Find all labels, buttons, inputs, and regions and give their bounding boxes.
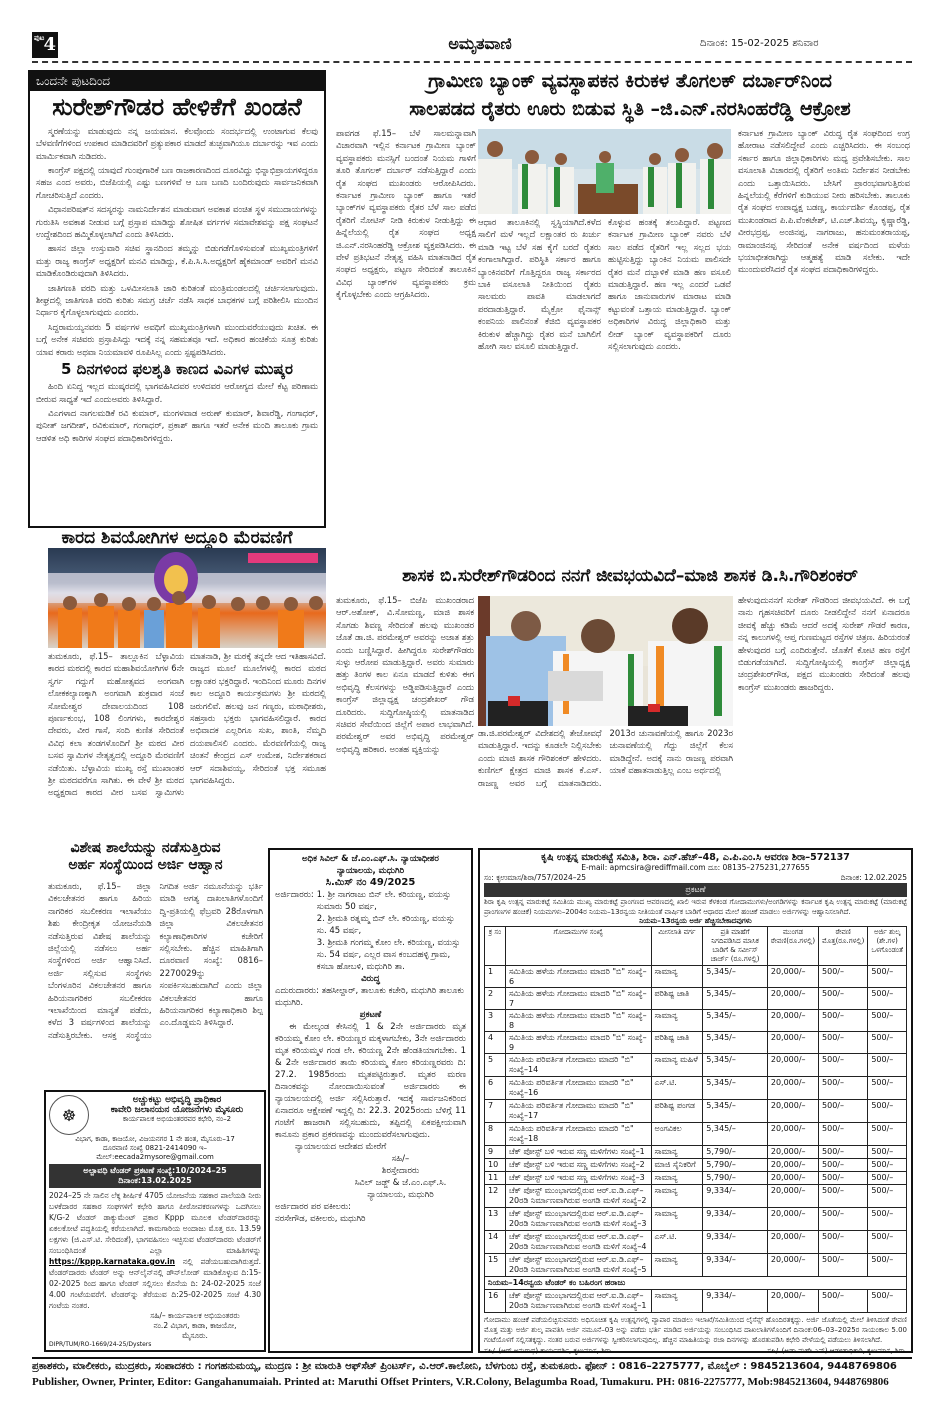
- table-cell-no: 12: [485, 1185, 506, 1208]
- table-cell-no: 4: [485, 1032, 506, 1054]
- table-cell-fee: 500/–: [868, 1010, 907, 1032]
- table-cell-cat: ಸಾಮಾನ್ಯ ಮಹಿಳೆ: [651, 1054, 703, 1077]
- table-cell-no: 2: [485, 988, 506, 1010]
- table-cell-adv: 20,000/–: [767, 1123, 818, 1146]
- table-cell-rent: 5,345/–: [703, 1100, 768, 1123]
- press-meet-photo-art: [478, 596, 733, 726]
- rule14-label: ನಿಯಮ–14ರನ್ವಯ ಟೆಂಡರ್ ಕಂ ಬಹಿರಂಗ ಹರಾಜು: [485, 1277, 907, 1290]
- headline-line: ಅರ್ಹ ಸಂಸ್ಥೆಯಿಂದ ಅರ್ಜಿ ಆಹ್ವಾನ: [68, 856, 223, 873]
- paragraph: ಜಾತಿಗಣತಿ ವರದಿ ಮತ್ತು ಒಳಮೀಸಲಾತಿ ಜಾರಿ ಕುರಿತಂತೆ ಮಂತ್ರಿಮಂಡಲದಲ್ಲಿ ಚರ್ಚಿಸಲಾಗುವುದು. ಶೀಘ್ರದಲ್ಲಿ ಜಾತಿಗಣತಿ ವರದಿ ಕುರಿತು ಸಮಗ್ರ ಚರ್ಚೆ ನಡೆಸಿ ಸಾಧಕ ಬಾಧಕಗಳ ಬಗ್ಗೆ ಪರಿಶೀಲಿಸಿ ಮುಂದಿನ ನಿರ್ಧಾರ ಕೈಗೊಳ್ಳಲಾಗುವುದು ಎಂದರು.: [36, 282, 318, 318]
- table-cell-fee: 500/–: [868, 1254, 907, 1277]
- court-notice-body: ಈ ಮೇಲ್ಕಂಡ ಕೇಸಿನಲ್ಲಿ 1 & 2ನೇ ಅರ್ಜಿದಾರರು ಮೃತ ಕರಿಯಮ್ಮ ಕೋಂ ಲೇ. ಕರಿಯಣ್ಣರ ಮಕ್ಕಳಾಗಬೇಕು, 3ನೇ ಅರ್ಜಿದಾರರು ಮೃತ ಕರಿಯಮ್ಮಳ ಗಂಡ ಲೇ. ಕರಿಯಣ್ಣ 2ನೇ ಹೆಂಡತಿಯಾಗಬೇಕು. 1 & 2ನೇ ಅರ್ಜಿದಾರರ ತಾಯಿ ಕರಿಯಮ್ಮ ಕೋಂ ಕರಿಯಣ್ಣರವರು ದಿ: 27.2. 1985ರಂದು ಮೃತಪಟ್ಟಿರುತ್ತಾರೆ. ಮೃತರ ಮರಣ ದಿನಾಂಕವನ್ನು ನೋಂದಾಯಿಸುವಂತೆ ಅರ್ಜಿದಾರರು ಈ ನ್ಯಾಯಾಲಯದಲ್ಲಿ ಅರ್ಜಿ ಸಲ್ಲಿಸಿರುತ್ತಾರೆ. ಇದಕ್ಕೆ ಸಾರ್ವಜನಿಕರಿಂದ ಏನಾದರೂ ಆಕ್ಷೇಪಣೆ ಇದ್ದಲ್ಲಿ ದಿ: 22.3. 2025ರಂದು ಬೆಳಿಗ್ಗೆ 11 ಗಂಟೆಗೆ ಹಾಜರಾಗಿ ಸಲ್ಲಿಸಬಹುದು, ತಪ್ಪಿದಲ್ಲಿ ಏಕಪಕ್ಷೀಯವಾಗಿ ಕಾನೂನು ಪ್ರಕಾರ ಪ್ರಕರಣವನ್ನು ಮುಂದುವರೆಸಲಾಗುವುದು.: [275, 1022, 466, 1140]
- table-row: [485, 1172, 907, 1185]
- paragraph: ಸಿದ್ದರಾಮಯ್ಯನವರು 5 ವರ್ಷಗಳ ಅವಧಿಗೆ ಮುಖ್ಯಮಂತ್ರಿಗಳಾಗಿ ಮುಂದುವರೆಯುವುದು ಖಚಿತ. ಈ ಬಗ್ಗೆ ಅನೇಕ ಸಚಿವರು ಪ್ರಸ್ತಾಪಿಸಿದ್ದು ಇದಕ್ಕೆ ನನ್ನ ಸಹಮತವೂ ಇದೆ. ಅಧಿಕಾರ ಹಂಚಿಕೆಯ ಸೂತ್ರ ಕುರಿತು ಯಾವ ಕರಾರು ಅಥವಾ ನಿಯಮಾವಳಿ ರೂಪಿಸಿಲ್ಲ ಎಂದು ಸ್ಪಷ್ಟಪಡಿಸಿದರು.: [36, 321, 318, 357]
- table-cell-name: ಚೆಕ್ ಪೋಸ್ಟ್ ಮುಂಭಾಗದಲ್ಲಿರುವ ಆರ್.ಐ.ಡಿ.ಎಫ್–20ರಡಿ ನಿರ್ಮಾಣವಾಗಿರುವ ಅಂಗಡಿ ಮಳಿಗೆ ಸಂಖ್ಯೆ–5: [505, 1254, 651, 1277]
- col-header: ಕ್ರ ಸಂ: [485, 927, 506, 966]
- tender-sign: ಮೈಸೂರು.: [182, 1331, 208, 1340]
- table-cell-name: ಚೆಕ್ ಪೋಸ್ಟ್ ಬಳಿ ಇರುವ ಸಣ್ಣ ಮಳಿಗೆಗಳು ಸಂಖ್ಯೆ–2: [505, 1159, 651, 1172]
- left-story-box: [28, 70, 326, 528]
- bank-story-col3: ಕೊಳ್ಳುವ ಹಂತಕ್ಕೆ ತಲುಪಿದ್ದಾರೆ. ಪಟ್ಟಣದ ಕರ್ನಾಟಕ ಗ್ರಾಮೀಣ ಬ್ಯಾಂಕ್ ನವರು ಬೆಳೆ ಸಾಲ ಪಡೆದ ರೈತರಿಗೆ ಇಲ್ಲ ಸಲ್ಲದ ಭಯ ಹುಟ್ಟಿಸುತ್ತಿದ್ದು ಬ್ಯಾಂಕಿನ ನಿಯಮ ಪಾಲಿಸದೇ ರೈತರ ಮನೆ ದಬ್ಬಾಳಿಕೆ ಮಾಡಿ ಹಣ ವಸೂಲಿ ಮಾಡುತ್ತಿದ್ದಾರೆ. ಹಣ ಇಲ್ಲ ಎಂದರೆ ಒಡವೆ ಹಾಗೂ ಜಾನುವಾರುಗಳ ಮಾರಾಟ ಮಾಡಿ ಕಟ್ಟುವಂತೆ ಒತ್ತಾಯ ಮಾಡುತ್ತಿದ್ದಾರೆ. ಬ್ಯಾಂಕ್ ಅಧಿಕಾರಿಗಳ ವಿರುದ್ಧ ಜಿಲ್ಲಾಧಿಕಾರಿ ಮತ್ತು ಲೀಡ್ ಬ್ಯಾಂಕ್ ವ್ಯವಸ್ಥಾಪಕರಿಗೆ ದೂರು ಸಲ್ಲಿಸಲಾಗುವುದು ಎಂದರು.: [608, 217, 731, 352]
- special-school-body: ತುಮಕೂರು, ಫೆ.15– ಜಿಲ್ಲಾ ವಿಕಲಚೇತನರ ಹಾಗೂ ಹಿರಿಯ ನಾಗರಿಕರ ಸಬಲೀಕರಣ ಇಲಾಖೆಯು ಶಿಶು ಕೇಂದ್ರೀಕೃತ ಯೋಜನೆಯಡಿ ನಡೆಸುತ್ತಿರುವ ವಿಶೇಷ ಶಾಲೆಯನ್ನು ಜಿಲ್ಲೆಯಲ್ಲಿ ನಡೆಸಲು ಅರ್ಹ ಸಂಸ್ಥೆಗಳಿಂದ ಅರ್ಜಿ ಆಹ್ವಾನಿಸಿದೆ. ಅರ್ಜಿ ಸಲ್ಲಿಸುವ ಸಂಸ್ಥೆಗಳು ಬೆಂಗಳೂರಿನ ವಿಕಲಚೇತನರ ಹಾಗೂ ಹಿರಿಯನಾಗರಿಕರ ಸಬಲೀಕರಣ ಇಲಾಖೆಯಿಂದ ಮಾನ್ಯತೆ ಪಡೆದು, ಕಳೆದ 3 ವರ್ಷಗಳಿಂದ ಶಾಲೆಯನ್ನು ನಡೆಸುತ್ತಿರಬೇಕು. ಆಸಕ್ತ ಸಂಸ್ಥೆಯು ನಿಗದಿತ ಅರ್ಜಿ ನಮೂನೆಯನ್ನು ಭರ್ತಿ ಮಾಡಿ ಅಗತ್ಯ ದಾಖಲಾತಿಗಳೊಂದಿಗೆ ದ್ವಿ-ಪ್ರತಿಯಲ್ಲಿ ಫೆಬ್ರವರಿ 28ರೊಳಗಾಗಿ ಜಿಲ್ಲಾ ವಿಕಲಚೇತನರ ಕಲ್ಯಾಣಾಧಿಕಾರಿಗಳ ಕಚೇರಿಗೆ ಸಲ್ಲಿಸಬೇಕು. ಹೆಚ್ಚಿನ ಮಾಹಿತಿಗಾಗಿ ದೂರವಾಣಿ ಸಂಖ್ಯೆ: 0816–2270029ನ್ನು ಸಂಪರ್ಕಿಸಬಹುದಾಗಿದೆ ಎಂದು ಜಿಲ್ಲಾ ವಿಕಲಚೇತನರ ಹಾಗೂ ಹಿರಿಯನಾಗರಿಕರ ಕಲ್ಯಾಣಾಧಿಕಾರಿ ಶಿಲ್ಪ ಎಂ.ದೊಡ್ಡಮನಿ ತಿಳಿಸಿದ್ದಾರೆ.: [48, 881, 263, 1040]
- table-cell-rent: 5,790/–: [703, 1159, 768, 1172]
- table-cell-no: 9: [485, 1146, 506, 1159]
- table-cell-cat: ಸಾಮಾನ್ಯ: [651, 966, 703, 988]
- table-cell-rent: 9,334/–: [703, 1231, 768, 1254]
- court-sign: ಸಿವಿಲ್ ಜಡ್ಜ್ & ಜೆ.ಎಂ.ಎಫ್.ಸಿ.: [354, 1178, 447, 1188]
- tender-office: ಕಾರ್ಯಪಾಲಕ ಅಭಿಯಂತರರವರ ಕಛೇರಿ, ನಂ–2: [122, 1115, 232, 1123]
- table-cell-name: ಸಮಿತಿಯ ಹಳೆಯ ಗೋದಾಮು ಮಾದರಿ "ಬಿ" ಸಂಖ್ಯೆ–8: [505, 1010, 651, 1032]
- table-cell-name: ಸಮಿತಿಯ ಪರಿವರ್ತಿತ ಗೋದಾಮು ಮಾದರಿ "ಬಿ" ಸಂಖ್ಯೆ–14: [505, 1054, 651, 1077]
- table-row: [485, 1290, 907, 1313]
- dipr-code: DIPR/TUM/RO-1669/24-25/Dysters: [49, 1341, 152, 1348]
- page-number-badge: [32, 32, 58, 58]
- apmc-sign-right: ಸಹಿ/–(ಅಡಾ.ಮಹೇ.ಎನ್) ಆಡಳಿತಾಧಿಕಾರಿ, ಕೃಉಮಾಸ, ಶಿರಾ.: [767, 1347, 907, 1355]
- table-cell-dep: 500/–: [819, 1159, 868, 1172]
- mla-story-headline: ಶಾಸಕ ಬಿ.ಸುರೇಶ್‌ಗೌಡರಿಂದ ನನಗೆ ಜೀವಭಯವಿದೆ–ಮಾಜಿ ಶಾಸಕ ಡಿ.ಸಿ.ಗೌರಿಶಂಕರ್: [402, 566, 858, 586]
- table-cell-name: ಚೆಕ್ ಪೋಸ್ಟ್ ಮುಂಭಾಗದಲ್ಲಿರುವ ಆರ್.ಐ.ಡಿ.ಎಫ್–20ರಡಿ ನಿರ್ಮಾಣವಾಗಿರುವ ಅಂಗಡಿ ಮಳಿಗೆ ಸಂಖ್ಯೆ–4: [505, 1231, 651, 1254]
- table-cell-name: ಚೆಕ್ ಪೋಸ್ಟ್ ಮುಂಭಾಗದಲ್ಲಿರುವ ಆರ್.ಐ.ಡಿ.ಎಫ್–20ರಡಿ ನಿರ್ಮಾಣವಾಗಿರುವ ಅಂಗಡಿ ಮಳಿಗೆ ಸಂಖ್ಯೆ–1: [505, 1290, 651, 1313]
- table-cell-no: 14: [485, 1231, 506, 1254]
- table-cell-cat: ಸಾಮಾನ್ಯ: [651, 1254, 703, 1277]
- tender-project: ಕಾವೇರಿ ಜಲಾನಯನ ಯೋಜನೆಗಳು ಮೈಸೂರು: [110, 1105, 244, 1115]
- table-cell-dep: 500/–: [819, 1254, 868, 1277]
- procession-photo-art: [48, 548, 326, 648]
- table-cell-fee: 500/–: [868, 1159, 907, 1172]
- table-cell-dep: 500/–: [819, 1100, 868, 1123]
- table-cell-cat: ಸಾಮಾನ್ಯ: [651, 1172, 703, 1185]
- apmc-title: ಕೃಷಿ ಉತ್ಪನ್ನ ಮಾರುಕಟ್ಟೆ ಸಮಿತಿ, ಶಿರಾ. ಎನ್.ಹೆಚ್–48, ಎ.ಪಿ.ಎಂ.ಸಿ ಆವರಣ ಶಿರಾ–572137: [541, 852, 850, 863]
- apmc-notice-label: ಪ್ರಕಟಣೆ: [484, 883, 907, 897]
- court-order: ನ್ಯಾಯಾಲಯದ ಆದೇಶದ ಮೇರೆಗೆ: [295, 1142, 387, 1152]
- bank-story-col2: ಆಧಾರ ತಾಲೂಕಿನಲ್ಲಿ ಸ್ವಸ್ಥಿಯಾಗಿದೆ.ಕಳೆದ ಸಾಲಿಗೆ ಮಳೆ ಇಲ್ಲದೆ ಲಕ್ಷಾಂತರ ರು ಖರ್ಚು ಮಾಡಿ ಇಟ್ಟ ಬೆಳೆ ಸಹ ಕೈಗೆ ಬರದೆ ರೈತರು ಕಂಗಾಲಾಗಿದ್ದಾರೆ. ಪರಿಸ್ಥಿತಿ ಸರ್ಕಾರ ಹಾಗೂ ಬ್ಯಾಂಕಿನವರಿಗೆ ಗೊತ್ತಿದ್ದರೂ ರಾಜ್ಯ ಸರ್ಕಾರದ ಬಾಕಿ ವಸೂಲಾತಿ ನೀತಿಯಿಂದ ರೈತರು ಸಾಲಮರು ಪಾವತಿ ಮಾಡಲಾಗದೆ ಪರದಾಡುತ್ತಿದ್ದಾರೆ. ಮೈಕ್ರೋ ಫೈನಾನ್ಸ್ ಕಂಪನಿಯ ಪಾಲಿನಂತೆ ಕೆಜಿಬಿ ವ್ಯವಸ್ಥಾಪಕರ ಕಿರುಕುಳ ಹೆಚ್ಚಾಗಿದ್ದು ರೈತರ ಮನೆ ಬಾಗಿಲಿಗೆ ಹೋಗಿ ಸಾಲ ವಸೂಲಿ ಮಾಡುತ್ತಿದ್ದಾರೆ.: [478, 217, 601, 352]
- table-cell-cat: ಸಾಮಾನ್ಯ: [651, 1010, 703, 1032]
- farmers-photo-art: [478, 129, 731, 214]
- table-cell-dep: 500/–: [819, 1146, 868, 1159]
- table-cell-name: ಸಮಿತಿಯ ಪರಿವರ್ತಿತ ಗೋದಾಮು ಮಾದರಿ "ಬಿ" ಸಂಖ್ಯೆ–18: [505, 1123, 651, 1146]
- table-cell-adv: 20,000/–: [767, 1054, 818, 1077]
- table-cell-fee: 500/–: [868, 1231, 907, 1254]
- table-row: [485, 1159, 907, 1172]
- table-cell-no: 16: [485, 1290, 506, 1313]
- table-cell-adv: 20,000/–: [767, 988, 818, 1010]
- imprint-english: Publisher, Owner, Printer, Editor: Gangahanumaiah. Printed at: Maruthi Offset Printers, V.R.Colony, Belagumba Road, Tumakuru. PH: 0816-2275777, Mob:9845213604, 9448769806: [32, 1376, 889, 1388]
- apmc-intro: ಶಿರಾ ಕೃಷಿ ಉತ್ಪನ್ನ ಮಾರುಕಟ್ಟೆ ಸಮಿತಿಯ ಮುಖ್ಯ ಮಾರುಕಟ್ಟೆ ಪ್ರಾಂಗಣದ ಆವರಣದಲ್ಲಿ ಖಾಲಿ ಇರುವ ಕೆಳಕಂಡ ಗೋದಾಮುಗಳು/ಅಂಗಡಿಗಳನ್ನು ಕರ್ನಾಟಕ ಕೃಷಿ ಉತ್ಪನ್ನ ಮಾರುಕಟ್ಟೆ (ಮಾರುಕಟ್ಟೆ ಪ್ರಾಂಗಣಗಳ ಹಂಚಿಕೆ) ನಿಯಮಗಳು–2004ರ ನಿಯಮ–13ರನ್ವಯ ನೀತಿಯಂತೆ ವಾರ್ಷಿಕ ಬಾಡಿಗೆ ಆಧಾರದ ಮೇಲೆ ಹಂಚಿಕೆ ಮಾಡಲು ಅರ್ಜಿಗಳನ್ನು ಆಹ್ವಾನಿಸಲಾಗಿದೆ.: [484, 898, 907, 916]
- imprint-kannada: ಪ್ರಕಾಶಕರು, ಮಾಲೀಕರು, ಮುದ್ರಕರು, ಸಂಪಾದಕರು : ಗಂಗಹನುಮಯ್ಯ, ಮುದ್ರಣ : ಶ್ರೀ ಮಾರುತಿ ಆಫ್‌ಸೆಟ್ ಪ್ರಿಂಟರ್ಸ್, ವಿ.ಆರ್.ಕಾಲೋನಿ, ಬೆಳಗುಂಬ ರಸ್ತೆ, ತುಮಕೂರು. ಫೋನ್ : 0816–2275777, ಮೊಬೈಲ್ : 9845213604, 9448769806: [32, 1361, 897, 1372]
- col-header: ಮೀಸಲಾತಿ ವರ್ಗ: [651, 927, 703, 966]
- headline-line: ಗ್ರಾಮೀಣ ಬ್ಯಾಂಕ್ ವ್ಯವಸ್ಥಾಪಕನ ಕಿರುಕಳ ತೊಗಲಕ್ ದರ್ಬಾರ್‌ನಿಂದ: [428, 70, 832, 92]
- left-story-headline: ಸುರೇಶ್‌ಗೌಡರ ಹೇಳಿಕೆಗೆ ಖಂಡನೆ: [52, 93, 302, 121]
- table-row: [485, 1054, 907, 1077]
- page-number: 4: [43, 34, 56, 55]
- paragraph: ಹಾಸನ ಜಿಲ್ಲಾ ಉಸ್ತುವಾರಿ ಸಚಿವ ಸ್ಥಾನದಿಂದ ತಮ್ಮನ್ನು ಬಿಡುಗಡೆಗೊಳಿಸುವಂತೆ ಮುಖ್ಯಮಂತ್ರಿಗಳಿಗೆ ಮತ್ತು ರಾಜ್ಯ ಕಾಂಗ್ರೆಸ್ ಅಧ್ಯಕ್ಷರಿಗೆ ಮನವಿ ಮಾಡಿದ್ದು, ಕೆ.ಪಿ.ಸಿ.ಸಿ.ಅಧ್ಯಕ್ಷರಿಗೆ ಹೈಕಮಾಂಡ್ ಅವರಿಗೆ ಮನವಿ ಮಾಡಿಕೊಂಡಿರುವುದಾಗಿ ತಿಳಿಸಿದರು.: [36, 243, 318, 279]
- table-cell-cat: ಪರಿಶಿಷ್ಟ ಜಾತಿ: [651, 988, 703, 1010]
- bank-story-headline: [330, 67, 930, 123]
- headline-line: ಸಾಲಪಡದ ರೈತರು ಊರು ಬಿಡುವ ಸ್ಥಿತಿ –ಜಿ.ಎನ್.ನರಸಿಂಹರೆಡ್ಡಿ ಆಕ್ರೋಶ: [409, 98, 851, 120]
- table-cell-no: 15: [485, 1254, 506, 1277]
- table-cell-fee: 500/–: [868, 1290, 907, 1313]
- table-cell-rent: 5,345/–: [703, 1123, 768, 1146]
- table-cell-fee: 500/–: [868, 1032, 907, 1054]
- table-cell-dep: 500/–: [819, 1032, 868, 1054]
- table-cell-adv: 20,000/–: [767, 1254, 818, 1277]
- table-cell-no: 1: [485, 966, 506, 988]
- tender-sign: ನಂ.2 ವಿಭಾಗ, ಕಾಡಾ, ಕಾಜಯೋ,: [153, 1321, 237, 1330]
- versus-label: ವಿರುದ್ಧ: [361, 974, 380, 984]
- tender-body: [49, 1190, 261, 1311]
- table-cell-fee: 500/–: [868, 966, 907, 988]
- court-sign: ಸಹಿ/–: [391, 1154, 410, 1164]
- court-sign: ನ್ಯಾಯಾಲಯ, ಮಧುಗಿರಿ: [367, 1190, 434, 1200]
- table-cell-rent: 5,790/–: [703, 1146, 768, 1159]
- paragraph: ಸ್ಮರಣೆಯನ್ನು ಮಾಡುವುದು ನನ್ನ ಜಯಮಾನ. ಕೆಲವೊಂದು ಸಂದರ್ಭದಲ್ಲಿ ಉಂಟಾಗುವ ಕೆಲವು ಬೆಳವಣಿಗೆಗಳಿಂದ ಉಪಕಾರ ಮಾಡಿದವರಿಗೆ ಪ್ರತ್ಯುಪಕಾರ ಮಾಡದೆ ತುಚ್ಛವಾಗಿಯೂ ದರ್ಬಾರನ್ನು ಇವ ಎಂದು ಮಾರ್ಮಿಕವಾಗಿ ನುಡಿದರು.: [36, 125, 318, 161]
- tender-sign: ಸಹಿ/– ಕಾರ್ಯಪಾಲಕ ಅಭಿಯಂತರರು: [150, 1311, 240, 1320]
- table-cell-adv: 20,000/–: [767, 1077, 818, 1100]
- table-cell-adv: 20,000/–: [767, 1290, 818, 1313]
- govt-seal-icon: ☸: [49, 1095, 89, 1135]
- table-cell-dep: 500/–: [819, 1010, 868, 1032]
- col-header: ಅರ್ಜಿ ಶುಲ್ಕ (ಶೇ.ಗಳ) ಒಳಗೊಂಡಂತೆ: [868, 927, 907, 966]
- tender-banner: ಅಲ್ಪಾವಧಿ ಟೆಂಡರ್ ಪ್ರಕಟಣೆ ಸಂಖ್ಯೆ:10/2024–25 ದಿನಾಂಕ:13.02.2025: [49, 1164, 261, 1188]
- table-cell-dep: 500/–: [819, 1290, 868, 1313]
- table-cell-rent: 5,345/–: [703, 988, 768, 1010]
- table-cell-dep: 500/–: [819, 988, 868, 1010]
- table-row: [485, 1208, 907, 1231]
- table-cell-rent: 5,790/–: [703, 1172, 768, 1185]
- table-row: [485, 1231, 907, 1254]
- table-row: [485, 1077, 907, 1100]
- table-cell-adv: 20,000/–: [767, 1010, 818, 1032]
- table-cell-name: ಸಮಿತಿಯ ಪರಿವರ್ತಿತ ಗೋದಾಮು ಮಾದರಿ "ಬಿ" ಸಂಖ್ಯೆ–16: [505, 1077, 651, 1100]
- petitioner: 2. ಶ್ರೀಮತಿ ರತ್ನಮ್ಮ ಬಿನ್ ಲೇ. ಕರಿಯಣ್ಣ, ವಯಸ್ಸು ಸು. 45 ವರ್ಷ,: [316, 914, 455, 936]
- procession-body: ತುಮಕೂರು, ಫೆ.15– ತಾಲ್ಲೂಕಿನ ಬೆಳ್ಳಾವಿಯ ಕಾರದ ಮಠದಲ್ಲಿ ಕಾರದ ಮಹಾಶಿವಯೋಗಿಗಳ 6ನೇ ಸ್ವರ್ಗ ಗದ್ದುಗೆ ಮಹೋತ್ಸವದ ಅಂಗವಾಗಿ ಲೋಕಕಲ್ಯಾಣಕ್ಕಾಗಿ ಅಂಗವಾಗಿ ಶುಕ್ರವಾರ ಸಂಜೆ ಸೋಮೇಶ್ವರ ದೇವಾಲಯದಿಂದ 108 ಪೂರ್ಣಕುಂಭ, 108 ಲಿಂಗಗಳು, ಕಾರದೇಶ್ವರ ದೇವರು, ವೀರ ಗಾಸೆ, ಸಂದಿ ಕುಣಿತ ಸೇರಿದಂತೆ ವಿವಿಧ ಕಲಾ ತಂಡಗಳೊಂದಿಗೆ ಶ್ರೀ ಮಠದ ವೀರ ಬಸವ ಸ್ವಾಮಿಗಳ ನೇತೃತ್ವದಲ್ಲಿ ಅದ್ದೂರಿ ಮೆರವಣಿಗೆ ನಡೆಯಿತು. ಬೆಳ್ಳಾವಿಯ ಮುಖ್ಯ ರಸ್ತೆ ಮುಖಾಂತರ ಶ್ರೀ ಮಠದವರೆಗೂ ಸಾಗಿತು. ಈ ವೇಳೆ ಶ್ರೀ ಮಠದ ಅಧ್ಯಕ್ಷರಾದ ಕಾರದ ವೀರ ಬಸವ ಸ್ವಾಮಿಗಳು ಮಾತನಾಡಿ, ಶ್ರೀ ಮಠಕ್ಕೆ ತನ್ನದೇ ಆದ ಇತಿಹಾಸವಿದೆ. ರಾಜ್ಯದ ಮೂಲೆ ಮೂಲೆಗಳಲ್ಲಿ ಕಾರದ ಮಠದ ಲಕ್ಷಾಂತರ ಭಕ್ತರಿದ್ದಾರೆ. ಇಂದಿನಿಂದ ಮೂರು ದಿನಗಳ ಕಾಲ ಅದ್ದೂರಿ ಕಾರ್ಯಕ್ರಮಗಳು ಶ್ರೀ ಮಠದಲ್ಲಿ ಜರುಗಲಿವೆ. ಹಲವು ಜನ ಗಣ್ಯರು, ಮಠಾಧೀಶರು, ಸಹಸ್ರಾರು ಭಕ್ತರು ಭಾಗವಹಿಸಲಿದ್ದಾರೆ. ಕಾರದ ಅಭಿವಾದಕ ಎಲ್ಲರಿಗೂ ಸುಖ, ಶಾಂತಿ, ನೆಮ್ಮದಿ ದಯಪಾಲಿಸಲಿ ಎಂದರು. ಮೆರವಣಿಗೆಯಲ್ಲಿ ರಾಜ್ಯ ಚಿಂತನೆ ಕೇಂದ್ರದ ಎಸ್ ಉಮೇಶ, ನಿರ್ದೇಶಕರಾದ ಆರ್ ಸದಾಶಿವಯ್ಯ, ಸೇರಿದಂತೆ ಭಕ್ತ ಸಮೂಹ ಭಾಗವಹಿಸಿದ್ದರು.: [48, 651, 326, 798]
- table-cell-name: ಸಮಿತಿಯ ಹಳೆಯ ಗೋದಾಮು ಮಾದರಿ "ಬಿ" ಸಂಖ್ಯೆ–7: [505, 988, 651, 1010]
- tender-authority: ಅಚ್ಚುಕಟ್ಟು ಅಭಿವೃದ್ಧಿ ಪ್ರಾಧಿಕಾರ: [132, 1095, 222, 1105]
- table-cell-cat: ಎಸ್.ಟಿ.: [651, 1231, 703, 1254]
- table-cell-no: 13: [485, 1208, 506, 1231]
- table-cell-dep: 500/–: [819, 1208, 868, 1231]
- table-row: [485, 1123, 907, 1146]
- table-cell-dep: 500/–: [819, 1185, 868, 1208]
- bank-story-col4: ಕರ್ನಾಟಕ ಗ್ರಾಮೀಣ ಬ್ಯಾಂಕ್ ವಿರುದ್ಧ ರೈತ ಸಂಘದಿಂದ ಉಗ್ರ ಹೋರಾಟ ನಡೆಸಲಿದ್ದೇವೆ ಎಂದು ಎಚ್ಚರಿಸಿದರು. ಈ ಸಂಬಂಧ ಸರ್ಕಾರ ಹಾಗೂ ಜಿಲ್ಲಾಧಿಕಾರಿಗಳು ಮಧ್ಯ ಪ್ರವೇಶಿಸಬೇಕು. ಸಾಲ ವಸೂಲಾತಿ ವಿಚಾರದಲ್ಲಿ ರೈತರಿಗೆ ಅಂತಿಮ ನಿರ್ದೇಶನ ನೀಡಬೇಕು ಎಂದು ಒತ್ತಾಯಿಸಿದರು. ಬೇಸಿಗೆ ಪ್ರಾರಂಭವಾಗುತ್ತಿರುವ ಹಿನ್ನಲೆಯಲ್ಲಿ ಕೆರೆಗಳಿಗೆ ಕುಡಿಯುವ ನೀರು ಹರಿಸಬೇಕು. ತಾಲೂಕು ರೈತ ಸಂಘದ ಉಪಾಧ್ಯಕ್ಷ ಬಡಣ್ಣ, ಕಾರ್ಯದರ್ಶಿ ಕೊಂಡಪ್ಪ, ರೈತ ಮುಖಂಡರಾದ ಪಿ.ಪಿ.ವೆಂಕಟೇಶ್, ಟಿ.ಎಚ್.ಶಿವಯ್ಯ, ಕೃಷ್ಣಾರೆಡ್ಡಿ, ವೀರಭದ್ರಪ್ಪ, ಅಂಜಿನಪ್ಪ, ನಾಗರಾಜು, ಹನುಮಂತರಾಯಪ್ಪ, ರಾಮಾಂಜಿನಪ್ಪ ಸೇರಿದಂತೆ ಅನೇಕ ವರ್ಷದಿಂದ ಮಳೆಯ ಭಯಾಭೀತರಾಗಿದ್ದು ಆತ್ಮಹತ್ಯೆ ಮಾಡಿ ಸಲೇಕು. ಇದೇ ಮುಂದುವರೆಸಿದರೆ ರೈತ ಸಂಘದ ಪದಾಧಿಕಾರಿಗಳಿದ್ದರು.: [738, 128, 910, 275]
- table-cell-name: ಚೆಕ್ ಪೋಸ್ಟ್ ಬಳಿ ಇರುವ ಸಣ್ಣ ಮಳಿಗೆಗಳು ಸಂಖ್ಯೆ–3: [505, 1172, 651, 1185]
- table-cell-dep: 500/–: [819, 1077, 868, 1100]
- table-cell-fee: 500/–: [868, 1208, 907, 1231]
- table-cell-cat: ಪರಿಶಿಷ್ಟ ಜಾತಿ: [651, 1032, 703, 1054]
- tender-contact: ದೂರವಾಣಿ ಸಂಖ್ಯೆ 0821-2414090 ಇ–ಮೇಲ್:eecada2mysore@gmail.com: [96, 1144, 214, 1161]
- table-cell-cat: ಮಾಜಿ ಸೈನಿಕರಿಗೆ: [651, 1159, 703, 1172]
- paragraph: ಕಾಂಗ್ರೆಸ್ ಪಕ್ಷದಲ್ಲಿ ಯಾವುದೆ ಗುಂಪುಗಾರಿಕೆ ಬಣ ರಾಜಕಾರಣದಿಂದ ದೂರವಿದ್ದು ಭಿನ್ನಾಭಿಪ್ರಾಯಗಳಿದ್ದರೂ ಸಹಜ ಎಂದ ಅವರು, ಬಿಜೆಪಿಯಲ್ಲಿ ಎಷ್ಟು ಬಣಗಳಿವೆ ಆ ಬಣ ಬಣದಿ ಬಂದಿರುವುದು ಸಾರ್ವಜನಿಕವಾಗಿ ಗೋಚರಿಸುತ್ತಿದೆ ಎಂದರು.: [36, 165, 318, 200]
- table-cell-cat: ಸಾಮಾನ್ಯ: [651, 1208, 703, 1231]
- table-cell-dep: 500/–: [819, 966, 868, 988]
- table-cell-name: ಚೆಕ್ ಪೋಸ್ಟ್ ಮುಂಭಾಗದಲ್ಲಿರುವ ಆರ್.ಐ.ಡಿ.ಎಫ್–20ರಡಿ ನಿರ್ಮಾಣವಾಗಿರುವ ಅಂಗಡಿ ಮಳಿಗೆ ಸಂಖ್ಯೆ–2: [505, 1185, 651, 1208]
- issue-date: ದಿನಾಂಕ: 15-02-2025 ಶನಿವಾರ: [700, 38, 819, 49]
- table-cell-fee: 500/–: [868, 1172, 907, 1185]
- table-cell-fee: 500/–: [868, 1100, 907, 1123]
- court-title: ಅಧಿಕ ಸಿವಿಲ್ & ಜೆ.ಎಂ.ಎಫ್.ಸಿ. ನ್ಯಾಯಾಧೀಶರ: [302, 854, 439, 864]
- mla-story-col3: ಹೇಳುವುದುನನಗೆ ಸುರೇಶ್ ಗೌಡರಿಂದ ಜೀವಭಯವಿದೆ. ಈ ಬಗ್ಗೆ ನಾನು ಗೃಹಸಚಿವರಿಗೆ ದೂರು ನೀಡಲಿದ್ದೇನೆ ನನಗೆ ಏನಾದರೂ ಜೀವಕ್ಕೆ ಹೆಚ್ಚು ಕಡಿಮೆ ಆದರೆ ಅದಕ್ಕೆ ಸುರೇಶ್ ಗೌಡರೆ ಕಾರಣ, ನನ್ನ ಕಾಲುಗಳಲ್ಲಿ ಆಪ್ತ ಗುಣಮಟ್ಟದ ರಸ್ತೆಗಳ ಚಿತ್ರಣ. ಹಿರಿಯರಂತೆ ಹೇಳುವುದರ ಬಗ್ಗೆ ಎಂದಿರುತ್ತೇನೆ. ಜೊತೆಗೆ ಕೋಟಿ ಹಣ ರಸ್ತೆಗೆ ಬಿಡುಗಡೆಯಾಗಿದೆ. ಸುದ್ದಿಗೋಷ್ಠಿಯಲ್ಲಿ ಕಾಂಗ್ರೆಸ್ ಜಿಲ್ಲಾಧ್ಯಕ್ಷ ಚಂದ್ರಶೇಖರ್‌ಗೌಡ, ಪಕ್ಷದ ಮುಖಂಡರು ಸೇರಿದಂತೆ ಹಲವು ಕಾಂಗ್ರೆಸ್ ಮುಖಂಡರು ಹಾಜರಿದ್ದರು.: [738, 595, 910, 692]
- paragraph: ವಿಎಗಳಾದ ನಾಗಲಮಡಿಕೆ ರವಿ ಕುಮಾರ್, ಮಂಗಳವಾಡ ಅರುಣ್ ಕುಮಾರ್, ಶಿವಾರೆಡ್ಡಿ, ಗಂಗಾಧರ್, ಪುನೀತ್ ಜಗದೀಶ್, ರವಿಕುಮಾರ್, ಗಂಗಾಧರ್, ಪ್ರಕಾಶ್ ಹಾಗೂ ಇತರೆ ಅನೇಕ ಮಂದಿ ತಾಲೂಕು ಗ್ರಾಮ ಆಡಳಿತ ಅಧಿ ಕಾರಿಗಳ ಸಂಘದ ಪದಾಧಿಕಾರಿಗಳಿದ್ದರು.: [36, 407, 318, 443]
- table-cell-name: ಚೆಕ್ ಪೋಸ್ಟ್ ಬಳಿ ಇರುವ ಸಣ್ಣ ಮಳಿಗೆಗಳು ಸಂಖ್ಯೆ–1: [505, 1146, 651, 1159]
- court-notice-ad: [268, 848, 473, 1353]
- table-cell-adv: 20,000/–: [767, 1172, 818, 1185]
- table-cell-fee: 500/–: [868, 1054, 907, 1077]
- rule14-row: [485, 1277, 907, 1290]
- table-cell-adv: 20,000/–: [767, 1100, 818, 1123]
- newspaper-title: ಅಮೃತವಾಣಿ: [448, 34, 512, 53]
- table-cell-adv: 20,000/–: [767, 1208, 818, 1231]
- apmc-ad: [478, 848, 913, 1353]
- mla-story-col1: ತುಮಕೂರು, ಫೆ.15– ಬಿಜೆಪಿ ಮುಖಂಡರಾದ ಆರ್.ಅಶೋಕ್, ವಿ.ಸೋಮಣ್ಣ, ಮಾಜಿ ಶಾಸಕ ಸೊಗಡು ಶಿವಣ್ಣ ಸೇರಿದಂತೆ ಹಲವು ಮುಖಂಡರ ಜೊತೆ ಡಾ.ಜಿ. ಪರಮೇಶ್ವರ್ ಅವರನ್ನು ಅಜಾತ ಶತ್ರು ಎಂದು ಬಣ್ಣಿಸಿದ್ದಾರೆ. ಹೀಗಿದ್ದರೂ ಸುರೇಶ್‌ಗೌಡರು ಸುಳ್ಳು ಆರೋಪ ಮಾಡುತ್ತಿದ್ದಾರೆ. ಅವರು ಸುಮಾರು ಹತ್ತು ತಿಂಗಳ ಕಾಲ ಏನೂ ಮಾಡದೆ ಕುಳಿತು ಈಗ ಅಭಿವೃದ್ಧಿ ಕೆಲಸಗಳನ್ನು ಅಡ್ಡಿಪಡಿಸುತ್ತಿದ್ದಾರೆ ಎಂದು ಕಾಂಗ್ರೆಸ್ ಜಿಲ್ಲಾಧ್ಯಕ್ಷ ಚಂದ್ರಶೇಖರ್ ಗೌಡ ದೂರಿದರು. ಸುದ್ದಿಗೋಷ್ಠಿಯಲ್ಲಿ ಮಾತನಾಡಿದ ಸಚಿವರ ಸೇವೆಯಿಂದ ಜಿಲ್ಲೆಗೆ ಅಪಾರ ಲಾಭವಾಗಿದೆ. ಪರಮೇಶ್ವರ್ ಅವರ ಅಭಿವೃದ್ಧಿ ಪರಮೇಶ್ವರ್ ಅಭಿವೃದ್ಧಿ ಹರಿಕಾರ. ಅಂತಹ ವ್ಯಕ್ತಿಯನ್ನು: [336, 595, 474, 754]
- table-cell-adv: 20,000/–: [767, 966, 818, 988]
- table-cell-rent: 5,345/–: [703, 966, 768, 988]
- special-school-headline: [28, 840, 263, 874]
- table-cell-adv: 20,000/–: [767, 1185, 818, 1208]
- table-cell-cat: ಪರಿಶಿಷ್ಟ ಪಂಗಡ: [651, 1100, 703, 1123]
- table-cell-cat: ಸಾಮಾನ್ಯ: [651, 1185, 703, 1208]
- table-cell-cat: ಅಂಗವಿಕಲ: [651, 1123, 703, 1146]
- mla-story-col2: ಡಾ.ಜಿ.ಪರಮೇಶ್ವರ್ ವಿದೇಶದಲ್ಲಿ ತೇಜೋವಧೆ ಮಾಡುತ್ತಿದ್ದಾರೆ. ಇದನ್ನು ಕೂಡಲೇ ನಿಲ್ಲಿಸಬೇಕು ಎಂದು ಮಾಜಿ ಶಾಸಕ ಗೌರಿಶಂಕರ್ ಹೇಳಿದರು. ಕುಣಿಗಲ್ ಕ್ಷೇತ್ರದ ಮಾಜಿ ಶಾಸಕ ಕೆ.ಎಸ್. ರಾಜಣ್ಣ ಅವರ ಬಗ್ಗೆ ಮಾತನಾಡಿದರು. 2013ರ ಚುನಾವಣೆಯಲ್ಲಿ ಹಾಗೂ 2023ರ ಚುನಾವಣೆಯಲ್ಲಿ ಗೆದ್ದು ಜಿಲ್ಲೆಗೆ ಕೆಲಸ ಮಾಡಿದ್ದೇನೆ. ಅದಕ್ಕೆ ನಾನು ರಾಜಣ್ಣ ಪರವಾಗಿ ಯಾಕೆ ವಹಾತನಾಡುತ್ತಿಲ್ಲ ಎಂಬ ಅರ್ಥದಲ್ಲಿ: [478, 728, 733, 788]
- table-cell-adv: 20,000/–: [767, 1159, 818, 1172]
- table-cell-cat: ಸಾಮಾನ್ಯ: [651, 1146, 703, 1159]
- table-cell-rent: 9,334/–: [703, 1290, 768, 1313]
- table-row: [485, 966, 907, 988]
- petitioner: 3. ಶ್ರೀಮತಿ ಗಂಗಮ್ಮ ಕೋಂ ಲೇ. ಕರಿಯಣ್ಣ, ವಯಸ್ಸು ಸು. 54 ವರ್ಷ, ಎಲ್ಲರ ವಾಸ ಕಂಬದಹಳ್ಳಿ ಗ್ರಾಮ, ಕಸಬಾ ಹೋಬಳಿ, ಮಧುಗಿರಿ ತಾ.: [316, 938, 461, 972]
- tender-ad: [44, 1090, 266, 1352]
- petitioners-label: ಅರ್ಜಿದಾರರು:: [275, 890, 314, 900]
- tender-body-text: 2024–25 ನೇ ಸಾಲಿನ ಲೆಕ್ಕ ಶೀರ್ಷಿಕೆ 4705 ಯೋಜನೆಯ ಸಹಕಾರ ಪಾಲೆಯಡಿ ನೀರು ಬಳಕೆದಾರರ ಸಹಕಾರ ಸಂಘಗಳಿಗೆ ಕಛೇರಿ ಹಾಗೂ ಪೀಠೋಪಕರಣಗಳನ್ನು ಒದಗಿಸಲು K/G-2 ಟೆಂಡರ್ ಡಾಕ್ಯುಮೆಂಟ್ ಪ್ರಕಾರ Kppp ಮೂಲಕ ಟೆಂಡರ್‌ದಾರರನ್ನು ಏಕಲಕೋಟೆ ಪದ್ಧತಿಯಲ್ಲಿ ಕರೆಯಲಾಗಿದೆ. ಕಾಮಗಾರಿಯ ಅಂದಾಜು ಮೊತ್ತ ರೂ. 13.59 ಲಕ್ಷಗಳು (ಜಿ.ಎಸ್.ಟಿ. ಸೇರಿದಂತೆ), ಭಾಗವಹಿಸಲು ಇಚ್ಛಿಸುವ ಟೆಂಡರ್‌ದಾರರು ಟೆಂಡರ್‌ಗೆ ಸಂಬಂಧಿಸಿದಂತೆ ಎಲ್ಲಾ ಮಾಹಿತಿಗಳನ್ನು: [49, 1191, 261, 1255]
- col-header: ಪ್ರತಿ ಮಾಹೆಗೆ ನಿಗದಿಪಡಿಸಿದ ಮಾಸಿಕ ಬಾಡಿಗೆ & ಸರ್ವೀಸ್ ಚಾರ್ಜ್ (ರೂ.ಗಳಲ್ಲಿ): [703, 927, 768, 966]
- apmc-email: E-mail: apmcsira@rediffmail.com ದೂ: 08135–275231,277655: [581, 863, 810, 872]
- table-cell-no: 3: [485, 1010, 506, 1032]
- table-row: [485, 988, 907, 1010]
- rule13-label: ನಿಯಮ–13ರನ್ವಯ ಅರ್ಜಿ ಹೆಚ್ಚಿಸಬೇಕಾದವುಗಳು: [639, 917, 752, 925]
- table-cell-rent: 5,345/–: [703, 1077, 768, 1100]
- petitioner: 1. ಶ್ರೀ ನಾಗರಾಜು ಬಿನ್ ಲೇ. ಕರಿಯಣ್ಣ, ವಯಸ್ಸು ಸುಮಾರು 50 ವರ್ಷ,: [316, 890, 451, 912]
- table-row: [485, 1146, 907, 1159]
- table-row: [485, 1100, 907, 1123]
- advocate-name: ನರಸೇಗೌಡ, ವಕೀಲರು, ಮಧುಗಿರಿ: [275, 1214, 366, 1224]
- col-header: ಠೇವಣಿ ಮೊತ್ತ(ರೂ.ಗಳಲ್ಲಿ): [819, 927, 868, 966]
- table-cell-rent: 9,334/–: [703, 1254, 768, 1277]
- procession-photo: [48, 548, 326, 648]
- table-row: [485, 1254, 907, 1277]
- procession-headline: ಕಾರದ ಶಿವಯೋಗಿಗಳ ಅದ್ದೂರಿ ಮೆರವಣಿಗೆ: [61, 528, 293, 548]
- apmc-date: ದಿನಾಂಕ: 12.02.2025: [840, 873, 907, 882]
- apmc-footer-text: ಗೋದಾಮು ಹಂಚಿಕೆ ಪಡೆಯಲಿಚ್ಛಿಸುವವರು ಅಧಿಸೂಚಿತ ಕೃಷಿ ಉತ್ಪನ್ನಗಳಲ್ಲಿ ವ್ಯಾಪಾರ ಮಾಡಲು ಇಲಾಖೆ/ಸಮಿತಿಯಿಂದ ಲೈಸೆನ್ಸ್ ಹೊಂದಿರತಕ್ಕದ್ದು. ಅರ್ಜಿ ಜೊತೆಯಲ್ಲಿ ಮೇಲೆ ತಿಳಿಸಿದಂತೆ ಠೇವಣಿ ಮೊತ್ತ ಮತ್ತು ಅರ್ಜಿ ಶುಲ್ಕ ಪಾವತಿಸಿ ಅರ್ಜಿ ನಮೂನೆ–03 ಅನ್ನು ಪಡೆದು ಭರ್ತಿ ಮಾಡಿದ ಅರ್ಜಿಯನ್ನು ಸಂಬಂಧಿಸಿದ ದಾಖಲಾತಿಗಳೊಂದಿಗೆ ದಿನಾಂಕ:06–03–2025ರ ಸಾಯಂಕಾಲ 5.00 ಗಂಟೆಯೊಳಗೆ ಸಲ್ಲಿಸತಕ್ಕದ್ದು. ನಂತರ ಬರುವ ಅರ್ಜಿಗಳನ್ನು ಸ್ವೀಕರಿಸಲಾಗುವುದಿಲ್ಲ. ಹೆಚ್ಚಿನ ಮಾಹಿತಿಯನ್ನು ರಜಾ ದಿನಗಳನ್ನು ಹೊರತುಪಡಿಸಿ ಕಛೇರಿ ವೇಳೆಯಲ್ಲಿ ಪಡೆಯಲು ತಿಳಿಸಲಾಗಿದೆ.: [484, 1316, 907, 1344]
- table-cell-no: 11: [485, 1172, 506, 1185]
- table-cell-adv: 20,000/–: [767, 1231, 818, 1254]
- table-cell-dep: 500/–: [819, 1231, 868, 1254]
- table-cell-rent: 5,345/–: [703, 1054, 768, 1077]
- table-header-row: [485, 927, 907, 966]
- col-header: ಗೋದಾಮುಗಳ ಸಂಖ್ಯೆ: [505, 927, 651, 966]
- farmers-photo: [478, 129, 731, 214]
- table-cell-rent: 9,334/–: [703, 1185, 768, 1208]
- table-cell-name: ಸಮಿತಿಯ ಪರಿವರ್ತಿತ ಗೋದಾಮು ಮಾದರಿ "ಬಿ" ಸಂಖ್ಯೆ–17: [505, 1100, 651, 1123]
- case-number: ಸಿ.ಮಿಸ್ ನಂ 49/2025: [325, 877, 416, 888]
- table-cell-no: 8: [485, 1123, 506, 1146]
- table-cell-dep: 500/–: [819, 1054, 868, 1077]
- table-row: [485, 1032, 907, 1054]
- table-cell-dep: 500/–: [819, 1123, 868, 1146]
- headline-line: ವಿಶೇಷ ಶಾಲೆಯನ್ನು ನಡೆಸುತ್ತಿರುವ: [70, 840, 221, 856]
- advocate-label: ಅರ್ಜಿದಾರರ ಪರ ವಕೀಲರು:: [275, 1202, 352, 1212]
- table-cell-fee: 500/–: [868, 1146, 907, 1159]
- notice-label: ಪ್ರಕಟಣೆ: [359, 1010, 382, 1020]
- table-cell-cat: ಸಾಮಾನ್ಯ: [651, 1290, 703, 1313]
- court-location: ನ್ಯಾಯಾಲಯ, ಮಧುಗಿರಿ: [336, 866, 405, 876]
- table-cell-fee: 500/–: [868, 1077, 907, 1100]
- table-cell-cat: ಎಸ್.ಟಿ.: [651, 1077, 703, 1100]
- continued-kicker: ಒಂದನೇ ಪುಟದಿಂದ: [30, 72, 324, 91]
- col-header: ಮುಂಗಡ ಠೇವಣಿ(ರೂ.ಗಳಲ್ಲಿ): [767, 927, 818, 966]
- bank-story-col1: ಪಾವಗಡ ಫೆ.15– ಬೆಳೆ ಸಾಲಮನ್ನಾವಾಗಿ ವಿಚಾರವಾಗಿ ಇಲ್ಲಿನ ಕರ್ನಾಟಕ ಗ್ರಾಮೀಣ ಬ್ಯಾಂಕ್ ವ್ಯವಸ್ಥಾಪಕರು ಮನಸ್ಸಿಗೆ ಬಂದಂತೆ ನಿಯಮ ಗಾಳಿಗೆ ತೂರಿ ತೊಗಲಕ್ ದರ್ಬಾರ್ ನಡೆಸುತ್ತಿದ್ದಾರೆ ಎಂದು ರೈತ ಸಂಘದ ಮುಖಂಡರು ಆರೋಪಿಸಿದರು. ಕರ್ನಾಟಕ ಗ್ರಾಮೀಣ ಬ್ಯಾಂಕ್ ಹಾಗೂ ಇತರೆ ಬ್ಯಾಂಕ್‌ಗಳ ವ್ಯವಸ್ಥಾಪಕರು ರೈತರ ಬೆಳೆ ಸಾಲ ಪಡೆದ ರೈತರಿಗೆ ನೋಟಿಸ್ ನೀಡಿ ಕಿರುಕುಳ ನೀಡುತ್ತಿದ್ದು ಈ ಹಿನ್ನೆಲೆಯಲ್ಲಿ ರೈತ ಸಂಘದ ಅಧ್ಯಕ್ಷ ಜಿ.ಎನ್.ನರಸಿಂಹರೆಡ್ಡಿ ಆಕ್ರೋಶ ವ್ಯಕ್ತಪಡಿಸಿದರು. ಈ ವೇಳೆ ಪ್ರತಿಭಟನೆ ನೇತೃತ್ವ ವಹಿಸಿ ಮಾತನಾಡಿದ ರೈತ ಸಂಘದ ಅಧ್ಯಕ್ಷರು, ಪಟ್ಟಣ ಸೇರಿದಂತೆ ತಾಲೂಕಿನ ವಿವಿಧ ಬ್ಯಾಂಕ್‌ಗಳ ವ್ಯವಸ್ಥಾಪಕರು ಕ್ರಮ ಕೈಗೊಳ್ಳಬೇಕು ಎಂದು ಆಗ್ರಹಿಸಿದರು.: [336, 128, 476, 300]
- table-cell-name: ಚೆಕ್ ಪೋಸ್ಟ್ ಮುಂಭಾಗದಲ್ಲಿರುವ ಆರ್.ಐ.ಡಿ.ಎಫ್–20ರಡಿ ನಿರ್ಮಾಣವಾಗಿರುವ ಅಂಗಡಿ ಮಳಿಗೆ ಸಂಖ್ಯೆ–3: [505, 1208, 651, 1231]
- table-row: [485, 1010, 907, 1032]
- tender-body-text-2: ನಲ್ಲಿ ಪಡೆಯಬಹುದಾಗಿರುತ್ತದೆ. ಟೆಂಡರ್‌ದಾರರು ಟೆಂಡರ್ ಅನ್ನು ಆನ್‌ಲೈನ್‌ನಲ್ಲಿ ಡೌನ್‌ಲೋಡ್ ಮಾಡಿಕೊಳ್ಳುವ ದಿ:15-02-2025 ರಿಂದ ಹಾಗೂ ಟೆಂಡರ್ ಸಲ್ಲಿಸಲು ಕೊನೆಯ ದಿ: 24-02-2025 ಸಂಜೆ 4.00 ಗಂಟೆಯವರೆಗೆ. ಟೆಂಡರ್‌ನ್ನು ತೆರೆಯುವ ದಿ:25-02-2025 ಸಂಜೆ 4.30 ಗಂಟೆಯ ನಂತರ.: [49, 1257, 261, 1310]
- table-cell-no: 6: [485, 1077, 506, 1100]
- page-label: ಪುಟ: [34, 33, 45, 42]
- apmc-table: [484, 926, 907, 1313]
- apmc-sign-left: ಸಹಿ/–(ಆರ್.ಅನುರಾಧ) ಕಾರ್ಯದರ್ಶಿ, ಕೃಉಮಾಸ, ಶಿರಾ.: [484, 1347, 614, 1355]
- table-cell-fee: 500/–: [868, 1123, 907, 1146]
- table-cell-fee: 500/–: [868, 988, 907, 1010]
- table-cell-dep: 500/–: [819, 1172, 868, 1185]
- table-cell-adv: 20,000/–: [767, 1146, 818, 1159]
- footer-divider: [32, 1357, 912, 1359]
- tender-address: ವಿಭಾಗ, ಕಾಡಾ, ಕಾಜಯೋ, ವಿಜಯನಗರ 1 ನೇ ಹಂತ, ಮೈಸೂರು–17: [75, 1135, 235, 1143]
- table-cell-rent: 5,345/–: [703, 1010, 768, 1032]
- apmc-ref: ಸಂ: ಕೃಉಮಾಸ/ಶಿರಾ/757/2024–25: [484, 873, 587, 882]
- table-cell-no: 10: [485, 1159, 506, 1172]
- respondent: ಎದುರುದಾರರು: ತಹಸೀಲ್ದಾರ್, ತಾಲೂಕು ಕಚೇರಿ, ಮಧುಗಿರಿ ತಾಲೂಕು ಮಧುಗಿರಿ.: [275, 986, 464, 1008]
- table-cell-no: 5: [485, 1054, 506, 1077]
- table-cell-rent: 5,345/–: [703, 1032, 768, 1054]
- table-cell-rent: 9,334/–: [703, 1208, 768, 1231]
- paragraph: ಹಿಂದಿ ಏನಿದ್ದ ಇಲ್ಲದ ಮುಷ್ಕರದಲ್ಲಿ ಭಾಗವಹಿಸಿದವರ ಉಳಿದವರ ಆರೋಗ್ಯದ ಮೇಲೆ ಕೆಟ್ಟ ಪರಿಣಾಮ ಬೀರುವ ಸಾಧ್ಯತೆ ಇದೆ ಎಂದುಅವರು ತಿಳಿಸಿದ್ದಾರೆ.: [36, 381, 318, 404]
- table-cell-adv: 20,000/–: [767, 1032, 818, 1054]
- table-row: [485, 1185, 907, 1208]
- paragraph: ವಿಧಾನಪರಿಷತ್‌ನ ಸದಸ್ಯರನ್ನು ನಾಮನಿರ್ದೇಶನ ಮಾಡುವಾಗ ಅವಕಾಶ ವಂಚಿತ ಸ್ಥಳ ಸಮುದಾಯಗಳನ್ನು ಗುರುತಿಸಿ ಅವಕಾಶ ನೀಡುವ ಬಗ್ಗೆ ಪ್ರಸ್ತಾಪ ಮಾಡಿದ್ದು ಶೋಷಿತ ವರ್ಗಗಳ ಸಮಾವೇಶವನ್ನು ಪಕ್ಷ ಸಂಘಟನೆ ಉದ್ದೇಶದಿಂದ ಹಮ್ಮಿಕೊಳ್ಳಲಾಗಿದೆ ಎಂದು ತಿಳಿಸಿದರು.: [36, 204, 318, 240]
- table-cell-no: 7: [485, 1100, 506, 1123]
- table-cell-name: ಸಮಿತಿಯ ಹಳೆಯ ಗೋದಾಮು ಮಾದರಿ "ಬಿ" ಸಂಖ್ಯೆ–9: [505, 1032, 651, 1054]
- masthead-divider: [32, 61, 912, 63]
- kppp-link[interactable]: https://kppp.karnataka.gov.in: [49, 1257, 176, 1266]
- press-meet-photo: [478, 596, 733, 726]
- table-cell-fee: 500/–: [868, 1185, 907, 1208]
- court-sign: ಶಿರಸ್ತೇದಾರರು: [381, 1166, 420, 1176]
- sub-headline: 5 ದಿನಗಳಿಂದ ಫಲಶೃತಿ ಕಾಣದ ವಿಎಗಳ ಮುಷ್ಕರ: [61, 360, 293, 379]
- table-cell-name: ಸಮಿತಿಯ ಹಳೆಯ ಗೋದಾಮು ಮಾದರಿ "ಬಿ" ಸಂಖ್ಯೆ–6: [505, 966, 651, 988]
